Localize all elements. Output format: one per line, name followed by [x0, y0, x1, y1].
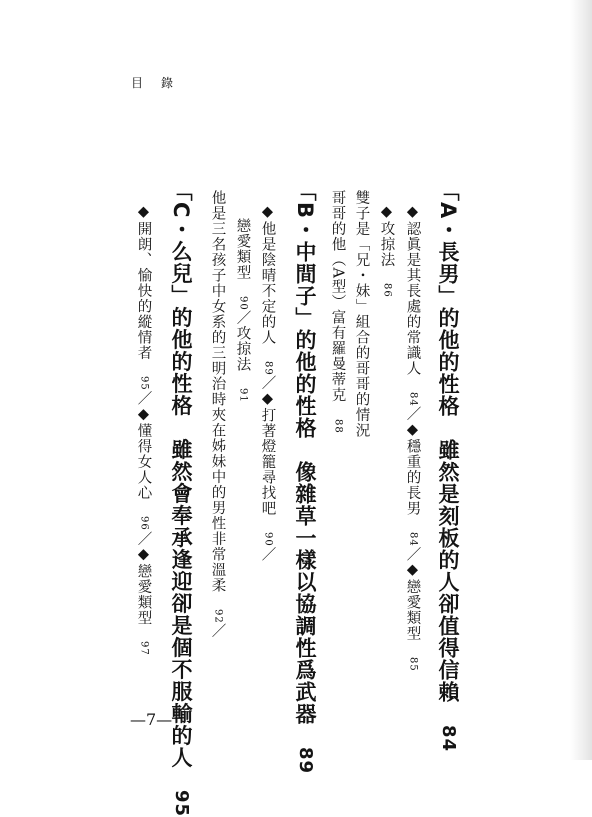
entry-line: ◆攻掠法 86: [378, 204, 395, 298]
section-c-page: 95: [171, 790, 192, 817]
section-b-page: 89: [295, 747, 316, 775]
entry-line: 他是三名孩子中女系的三明治時夾在姊妹中的男性非常溫柔 92／: [209, 190, 226, 639]
entry-line: ◆開朗、愉快的縱情者 95／◆懂得女人心 96／◆戀愛類型 97: [135, 204, 152, 657]
section-a-title: 「A・長男」的他的性格: [436, 180, 460, 418]
section-a-page: 84: [438, 725, 459, 753]
section-b-subtitle: 像雜草一樣以協調性爲武器: [293, 461, 317, 726]
page-number-footer: —7—: [130, 710, 173, 729]
section-c-subtitle: 雖然會奉承逢迎卻是個不服輸的人: [169, 438, 193, 769]
section-b-title: 「B・中間子」的他的性格: [293, 180, 317, 440]
entry-line: 雙子是「兄・妹」組合的哥哥的情況: [353, 190, 370, 438]
page-header: 目錄: [131, 76, 192, 90]
section-a-heading: [437, 180, 458, 752]
page-fold-shadow: [570, 0, 592, 760]
entry-line: 戀愛類型 90／攻掠法 91: [234, 218, 251, 403]
section-a-subtitle: 雖然是刻板的人卻值得信賴: [436, 439, 460, 704]
entry-line: ◆認眞是其長處的常識人 84／◆穩重的長男 84／◆戀愛類型 85: [404, 204, 421, 672]
entry-line: ◆他是陰晴不定的人 89／◆打著燈籠尋找吧 90／: [259, 204, 276, 563]
section-c-title: 「C・么兒」的他的性格: [169, 180, 193, 417]
entry-line: 哥哥的他（A型）富有羅曼蒂克 88: [329, 190, 346, 434]
section-c-heading: [170, 180, 191, 817]
section-b-heading: [294, 180, 315, 774]
